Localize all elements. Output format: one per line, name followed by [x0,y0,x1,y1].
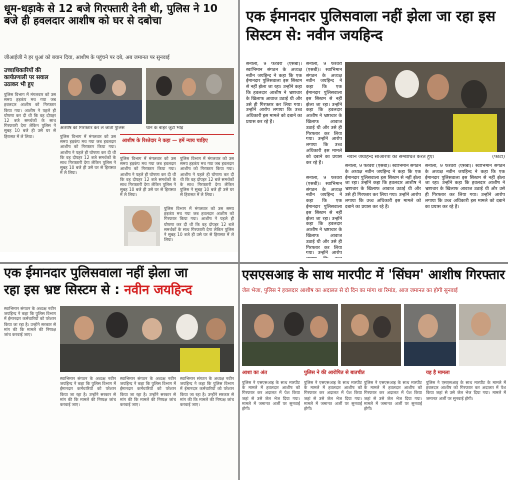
arrest-photo-1 [60,68,142,124]
body-column-c4: स्वाभिमान संगठन के अध्यक्ष नवीन जयहिन्द ने कहा कि पुलिस विभाग में ईमानदार कर्मचारियों को परेशान किया जा रहा है। उन्होंने सरकार से मांग की कि मामले की निष्पक्ष जांच करवाई जाए। [180,376,234,408]
clipping-bottom-right [240,264,508,480]
body-column-b2: सनौली, 9 फरवरी (एसबी)। स्वाभिमान संगठन के अध्यक्ष नवीन जयहिन्द ने कहा कि एक ईमानदार पुलिसवाला इस सिस्टम से नहीं झेला जा रहा। उन्होंने कहा कि हवलदार आशीष ने भ्रष्टाचार के खिलाफ आवाज उठाई थी और उसे ही गिरफ्तार कर लिया गया। उन्होंने आरोप लगाया कि उच्च अधिकारी इस मामले को दबाने का प्रयास कर रहे हैं। [306,62,342,166]
photo-strip-1 [242,304,338,366]
arrest-photo-2 [146,68,234,124]
body-column-2: पुलिस विभाग में मंगलवार को उस समय हड़कंप मच गया जब हवलदार आशीष को गिरफ्तार किया गया। आशीष ने पहले ही घोषणा कर दी थी कि वह दोपहर 12 बजे समर्थकों के साथ गिरफ्तारी देगा लेकिन पुलिस ने सुबह 10 बजे ही उसे घर से हिरासत में ले लिया। [60,134,116,176]
clipping-top-right [241,0,508,262]
body-column-b4: सनौली, 9 फरवरी (एसबी)। स्वाभिमान संगठन के अध्यक्ष नवीन जयहिन्द ने कहा कि एक ईमानदार पुलिसवाला इस सिस्टम से नहीं झेला जा रहा। उन्होंने कहा कि हवलदार आशीष ने भ्रष्टाचार के खिलाफ आवाज उठाई थी और उसे ही गिरफ्तार कर लिया गया। उन्होंने आरोप लगाया कि उच्च अधिकारी इस मामले को दबाने का प्रयास कर रहे हैं। [345,164,421,210]
crowd-photo [60,306,234,372]
body-column-4: पुलिस विभाग में मंगलवार को उस समय हड़कंप मच गया जब हवलदार आशीष को गिरफ्तार किया गया। आशीष ने पहले ही घोषणा कर दी थी कि वह दोपहर 12 बजे समर्थकों के साथ गिरफ्तारी देगा लेकिन पुलिस ने सुबह 10 बजे ही उसे घर से हिरासत में ले लिया। [180,156,234,198]
divider-vertical-top [238,0,240,262]
naveen-speech-photo [345,62,505,152]
portrait-photo [124,206,160,246]
subheadline: जीआईजी ने हर धुआं को बयान दिया, आशीष के पहुंचने पर दबे, अब जमानत पर सुनवाई [4,55,170,61]
section-head-1: आशा का अंत [242,370,268,376]
subheadline: जेल भेजा, पुलिस ने हवलदार आशीष का अदालत से दो दिन का मांगा था रिमांड, आज जमानत का होगी सुनवाई [242,288,458,294]
body-column-c1: स्वाभिमान संगठन के अध्यक्ष नवीन जयहिन्द ने कहा कि पुलिस विभाग में ईमानदार कर्मचारियों को परेशान किया जा रहा है। उन्होंने सरकार से मांग की कि मामले की निष्पक्ष जांच करवाई जाए। [4,306,56,338]
photo-credit: (फोटो) [492,155,505,160]
headline-name: नवीन जयहिन्द [124,283,193,298]
body-column-b1: सनौली, 9 फरवरी (एसबी)। स्वाभिमान संगठन के अध्यक्ष नवीन जयहिन्द ने कहा कि एक ईमानदार पुलिसवाला इस सिस्टम से नहीं झेला जा रहा। उन्होंने कहा कि हवलदार आशीष ने भ्रष्टाचार के खिलाफ आवाज उठाई थी और उसे ही गिरफ्तार कर लिया गया। उन्होंने आरोप लगाया कि उच्च अधिकारी इस मामले को दबाने का प्रयास कर रहे हैं। [246,62,302,125]
quote-text: आशीष के रिश्तेदार ने कहा — हमें न्याय चाहिए [122,138,208,144]
headline-singham-arrest: एसएसआइ के साथ मारपीट में 'सिंघम' आशीष गिरफ्तार [242,268,505,283]
headline-honest-cop-line1: एक ईमानदार पुलिसवाला नहीं झेला जा [4,266,188,281]
section-head-3: यह है मामला [426,370,450,376]
body-column-d2: पुलिस ने एसएसआइ के साथ मारपीट के मामले में हवलदार आशीष को गिरफ्तार कर अदालत में पेश किया जहां से उसे जेल भेज दिया गया। मामले में जमानत अर्जी पर सुनवाई होगी। [304,380,362,412]
body-column-5: पुलिस विभाग में मंगलवार को उस समय हड़कंप मच गया जब हवलदार आशीष को गिरफ्तार किया गया। आशीष ने पहले ही घोषणा कर दी थी कि वह दोपहर 12 बजे समर्थकों के साथ गिरफ्तारी देगा लेकिन पुलिस ने सुबह 10 बजे ही उसे घर से हिरासत में ले लिया। [164,206,234,243]
headline-honest-cop-line2 [4,283,236,299]
clipping-bottom-left [0,264,238,480]
body-column-d3: पुलिस ने एसएसआइ के साथ मारपीट के मामले में हवलदार आशीष को गिरफ्तार कर अदालत में पेश किया जहां से उसे जेल भेज दिया गया। मामले में जमानत अर्जी पर सुनवाई होगी। [364,380,422,412]
photo-strip-3 [404,304,456,366]
body-column-b3: सनौली, 9 फरवरी (एसबी)। स्वाभिमान संगठन के अध्यक्ष नवीन जयहिन्द ने कहा कि एक ईमानदार पुलिसवाला इस सिस्टम से नहीं झेला जा रहा। उन्होंने कहा कि हवलदार आशीष ने भ्रष्टाचार के खिलाफ आवाज उठाई थी और उसे ही गिरफ्तार कर लिया गया। उन्होंने आरोप [306,176,342,257]
photo-strip-2 [341,304,401,366]
headline-arrest-time: धूम-धड़ाके से 12 बजे गिरफ्तारी देनी थी, पुलिस ने 10 बजे ही हवलदार आशीष को घर से दबोचा [4,3,218,27]
body-column-d4: पुलिस ने एसएसआइ के साथ मारपीट के मामले में हवलदार आशीष को गिरफ्तार कर अदालत में पेश किया जहां से उसे जेल भेज दिया गया। मामले में जमानत अर्जी पर सुनवाई होगी। [426,380,506,401]
body-column-c2: स्वाभिमान संगठन के अध्यक्ष नवीन जयहिन्द ने कहा कि पुलिस विभाग में ईमानदार कर्मचारियों को परेशान किया जा रहा है। उन्होंने सरकार से मांग की कि मामले की निष्पक्ष जांच करवाई जाए। [60,376,116,408]
divider-vertical-bottom [238,264,240,480]
section-head-2: पुलिस ने की आरोपित से बातचीत [304,370,365,376]
photo-caption: नवीन जयहिन्द सीआरपी को सम्बोधित करते हुए। [347,155,435,160]
body-column-c3: स्वाभिमान संगठन के अध्यक्ष नवीन जयहिन्द ने कहा कि पुलिस विभाग में ईमानदार कर्मचारियों को परेशान किया जा रहा है। उन्होंने सरकार से मांग की कि मामले की निष्पक्ष जांच करवाई जाए। [120,376,176,408]
body-column-d1: पुलिस ने एसएसआइ के साथ मारपीट के मामले में हवलदार आशीष को गिरफ्तार कर अदालत में पेश किया जहां से उसे जेल भेज दिया गया। मामले में जमानत अर्जी पर सुनवाई होगी। [242,380,300,412]
body-column-3: पुलिस विभाग में मंगलवार को उस समय हड़कंप मच गया जब हवलदार आशीष को गिरफ्तार किया गया। आशीष ने पहले ही घोषणा कर दी थी कि वह दोपहर 12 बजे समर्थकों के साथ गिरफ्तारी देगा लेकिन पुलिस ने सुबह 10 बजे ही उसे घर से हिरासत में ले लिया। [120,156,176,198]
sidebar-title: उच्चाधिकारियों की कार्यप्रणाली पर सवाल उठाकर भी हुए [4,68,49,88]
body-column-b5: सनौली, 9 फरवरी (एसबी)। स्वाभिमान संगठन के अध्यक्ष नवीन जयहिन्द ने कहा कि एक ईमानदार पुलिसवाला इस सिस्टम से नहीं झेला जा रहा। उन्होंने कहा कि हवलदार आशीष ने भ्रष्टाचार के खिलाफ आवाज उठाई थी और उसे ही गिरफ्तार कर लिया गया। उन्होंने आरोप लगाया कि उच्च अधिकारी इस मामले को दबाने का प्रयास कर रहे हैं। [425,164,505,210]
body-column-1: पुलिस विभाग में मंगलवार को उस समय हड़कंप मच गया जब हवलदार आशीष को गिरफ्तार किया गया। आशीष ने पहले ही घोषणा कर दी थी कि वह दोपहर 12 बजे समर्थकों के साथ गिरफ्तारी देगा लेकिन पुलिस ने सुबह 10 बजे ही उसे घर से हिरासत में ले लिया। [4,92,56,139]
photo-caption-2: थाने के बाहर जुटी भीड़ [146,126,184,131]
photo-caption-1: आशीष को गिरफ्तार कर ले जाती पुलिस [60,126,125,131]
headline-prefix: रहा इस भ्रष्ट सिस्टम से : [4,283,125,298]
quote-box [120,134,234,154]
headline-naveen-jaihind: एक ईमानदार पुलिसवाला नहीं झेला जा रहा इस सिस्टम से: नवीन जयहिन्द [246,9,496,44]
photo-strip-4 [459,304,506,366]
clipping-top-left [0,0,238,252]
